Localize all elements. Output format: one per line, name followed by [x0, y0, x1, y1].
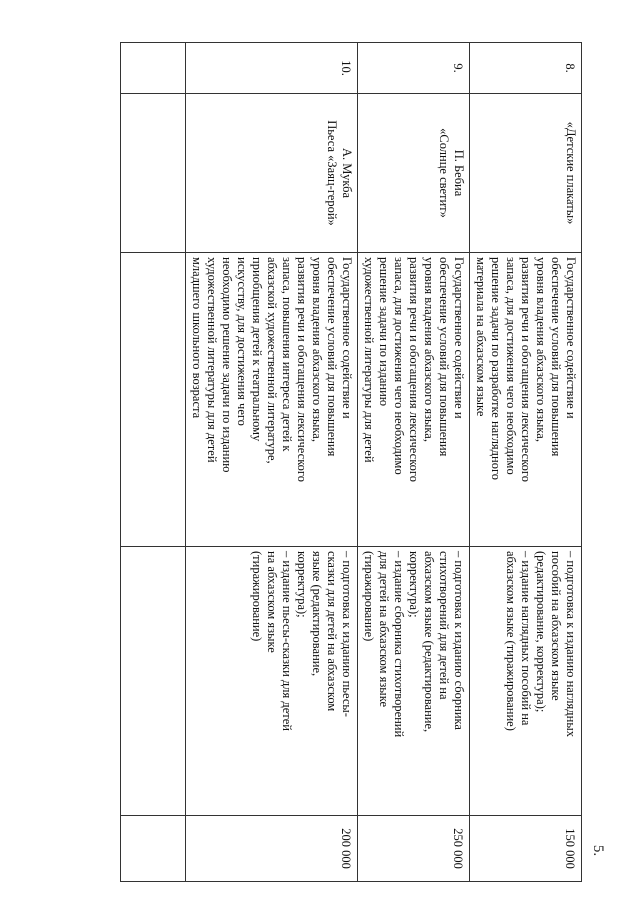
- page-number: 5.: [590, 844, 607, 857]
- goal-cell-line: запаса, для достижения чего необходимо: [504, 257, 518, 475]
- work-cell: [186, 547, 358, 816]
- goal-cell: [470, 253, 582, 547]
- goal-cell-line: материала на абхазском языке: [474, 257, 488, 417]
- goal-cell-line: запаса, повышения интереса детей к: [280, 257, 294, 452]
- amount-cell: 250 000: [358, 816, 470, 882]
- work-cell-line: корректура);: [295, 551, 309, 618]
- goal-cell-line: развития речи и обогащения лексического: [295, 257, 309, 482]
- goal-cell-line: обеспечение условий для повышения: [437, 257, 451, 457]
- title-cell: [358, 94, 470, 253]
- amount-cell: 200 000: [186, 816, 358, 882]
- empty-cell: [121, 94, 186, 253]
- title-cell: [186, 94, 358, 253]
- row-number-cell: 8.: [470, 43, 582, 94]
- work-cell: [470, 547, 582, 816]
- work-cell-line: корректура);: [407, 551, 421, 618]
- goal-cell-line: абхазской художественной литературе,: [265, 257, 279, 464]
- title-cell: [470, 94, 582, 253]
- goal-cell-line: художественной литературы для детей: [205, 257, 219, 463]
- title-cell-line: «Детские плакаты»: [564, 121, 578, 225]
- work-cell-line: языке (редактирование,: [310, 551, 324, 677]
- empty-cell: [121, 547, 186, 816]
- work-cell-line: стихотворений для детей на: [437, 551, 451, 700]
- empty-cell: [121, 816, 186, 882]
- work-cell-line: для детей на абхазском языке: [377, 551, 391, 707]
- goal-cell-line: уровня владения абхазского языка,: [422, 257, 436, 442]
- goal-cell-line: уровня владения абхазского языка,: [310, 257, 324, 442]
- table-row: [358, 43, 470, 882]
- goal-cell-line: Государственное содействие и: [564, 257, 578, 419]
- work-cell-line: сказки для детей на абхазском: [325, 551, 339, 712]
- goal-cell-line: художественной литературы для детей: [362, 257, 376, 463]
- goal-cell-line: искусству, для достижения чего: [235, 257, 249, 426]
- goal-cell-line: необходимо решение задачи по изданию: [220, 257, 234, 473]
- title-cell-line: Пьеса «Заяц-герой»: [325, 120, 339, 226]
- title-cell-line: «Солнце светит»: [437, 128, 451, 218]
- goal-cell-line: младшего школьного возраста: [190, 257, 204, 419]
- table-row: [470, 43, 582, 882]
- work-cell: [358, 547, 470, 816]
- goal-cell-line: развития речи и обогащения лексического: [519, 257, 533, 482]
- work-cell-line: – издание сборника стихотворений: [392, 551, 406, 738]
- work-cell-line: – издание пьесы-сказки для детей: [280, 551, 294, 731]
- goal-cell: [186, 253, 358, 547]
- row-number-cell: 9.: [358, 43, 470, 94]
- table-row-empty: [121, 43, 186, 882]
- work-cell-line: абхазском языке (редактирование,: [422, 551, 436, 733]
- table-row: [186, 43, 358, 882]
- work-cell-line: на абхазском языке: [265, 551, 279, 653]
- work-cell-line: – подготовка к изданию наглядных: [564, 551, 578, 737]
- work-cell-line: пособий на абхазском языке: [549, 551, 563, 701]
- goal-cell-line: решение задачи по разработке наглядного: [489, 257, 503, 481]
- row-number-cell: 10.: [186, 43, 358, 94]
- work-cell-line: (тиражирование): [362, 551, 376, 642]
- goal-cell-line: запаса, для достижения чего необходимо: [392, 257, 406, 475]
- work-cell-line: абхазском языке (тиражирование): [504, 551, 518, 731]
- work-cell-line: – издание наглядных пособий на: [519, 551, 533, 726]
- goal-cell-line: решение задачи по изданию: [377, 257, 391, 407]
- title-cell-line: А. Мукба: [340, 148, 354, 198]
- empty-cell: [121, 43, 186, 94]
- work-cell-line: – подготовка к изданию пьесы-: [340, 551, 354, 717]
- work-cell-line: – подготовка к изданию сборника: [452, 551, 466, 730]
- goal-cell: [358, 253, 470, 547]
- goal-cell-line: обеспечение условий для повышения: [325, 257, 339, 457]
- rotated-table-container: [136, 42, 582, 882]
- work-cell-line: (редактирование, корректура);: [534, 551, 548, 713]
- goal-cell-line: приобщения детей к театральному: [250, 257, 264, 442]
- goal-cell-line: Государственное содействие и: [452, 257, 466, 419]
- work-cell-line: (тиражирование): [250, 551, 264, 642]
- goal-cell-line: развития речи и обогащения лексического: [407, 257, 421, 482]
- title-cell-line: П. Бебиа: [452, 149, 466, 197]
- empty-cell: [121, 253, 186, 547]
- amount-cell: 150 000: [470, 816, 582, 882]
- goal-cell-line: обеспечение условий для повышения: [549, 257, 563, 457]
- goal-cell-line: уровня владения абхазского языка,: [534, 257, 548, 442]
- goal-cell-line: Государственное содействие и: [340, 257, 354, 419]
- project-table: [120, 42, 582, 882]
